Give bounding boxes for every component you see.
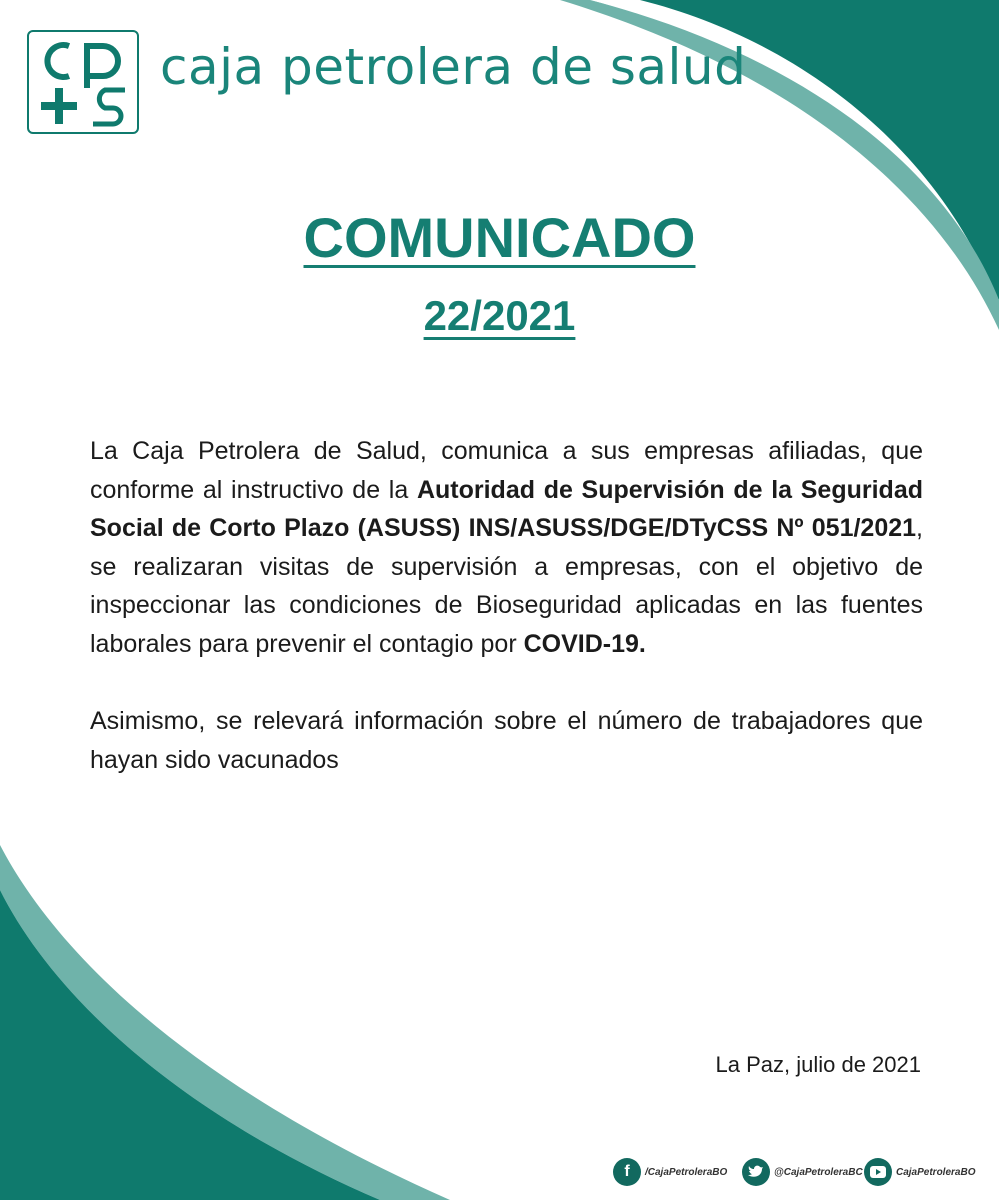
- communique-number: 22/2021: [423, 292, 576, 339]
- youtube-link[interactable]: CajaPetroleraBO: [864, 1157, 975, 1187]
- communique-body: [90, 432, 923, 779]
- page-title: COMUNICADO: [303, 206, 696, 269]
- youtube-icon: [864, 1158, 892, 1186]
- paragraph-1: La Caja Petrolera de Salud, comunica a sus empresas afiliadas, que conforme al instructivo de la Autoridad de Supervisión de la Seguridad Social de Corto Plazo (ASUSS) INS/ASUSS/DGE/DTyCSS Nº 051/2021, se realizaran visitas de supervisión a empresas, con el objetivo de inspeccionar las condiciones de Bioseguridad aplicadas en las fuentes laborales para prevenir el contagio por COVID-19.: [90, 437, 923, 658]
- twitter-link[interactable]: @CajaPetroleraBC: [742, 1157, 863, 1187]
- twitter-icon: [742, 1158, 770, 1186]
- facebook-icon: f: [613, 1158, 641, 1186]
- place-date: La Paz, julio de 2021: [715, 1052, 921, 1077]
- brand-name: caja petrolera de salud: [160, 38, 747, 96]
- cpps-monogram-icon: [29, 32, 137, 132]
- paragraph-2: Asimismo, se relevará información sobre el número de trabajadores que hayan sido vacunados: [90, 707, 923, 774]
- logo: [27, 30, 139, 134]
- facebook-link[interactable]: f /CajaPetroleraBO: [613, 1157, 727, 1187]
